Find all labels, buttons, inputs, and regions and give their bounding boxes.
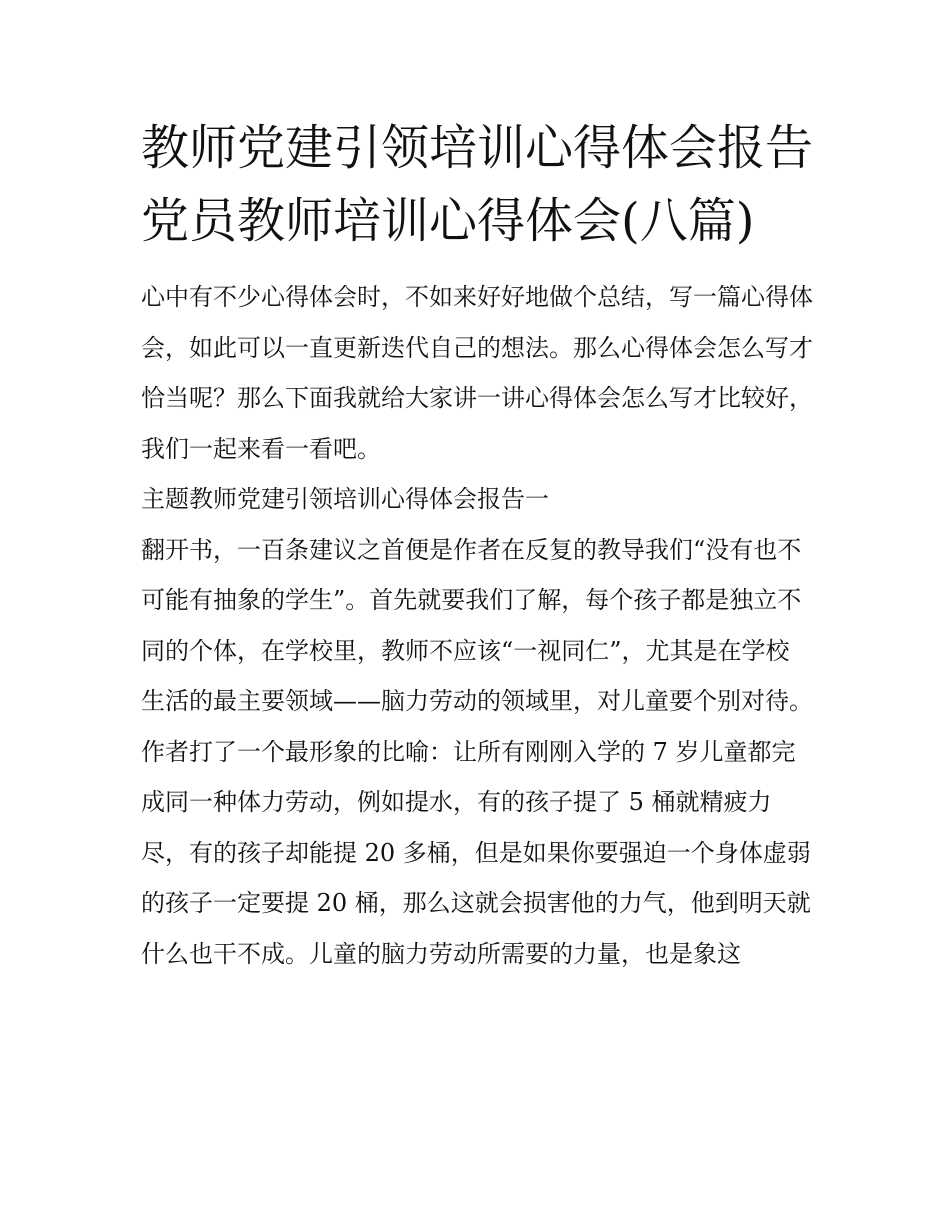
section-heading: 主题教师党建引领培训心得体会报告一 xyxy=(141,485,549,513)
body-paragraph: 作者打了一个最形象的比喻：让所有刚刚入学的 7 岁儿童都完成同一种体力劳动，例如提水，有的孩子提了 5 桶就精疲力尽，有的孩子却能提 20 多桶，但是如果你要强迫一个身体虚弱的孩子一定要提 20 桶，那么这就会损害他的力气，他到明天就什么也干不成。儿童的脑力劳动所需要的力量，也是象这 xyxy=(141,737,811,968)
intro-paragraph: 心中有不少心得体会时，不如来好好地做个总结，写一篇心得体会，如此可以一直更新迭代自己的想法。那么心得体会怎么写才恰当呢？那么下面我就给大家讲一讲心得体会怎么写才比较好，我们一起来看一看吧。 xyxy=(141,283,813,463)
document-title: 教师党建引领培训心得体会报告 党员教师培训心得体会(八篇) xyxy=(141,120,814,249)
body-paragraph: 翻开书，一百条建议之首便是作者在反复的教导我们“没有也不可能有抽象的学生”。首先就要我们了解，每个孩子都是独立不同的个体，在学校里，教师不应该“一视同仁”，尤其是在学校生活的最主要领域——脑力劳动的领域里，对儿童要个别对待。 xyxy=(141,535,813,715)
document-body xyxy=(141,112,813,979)
